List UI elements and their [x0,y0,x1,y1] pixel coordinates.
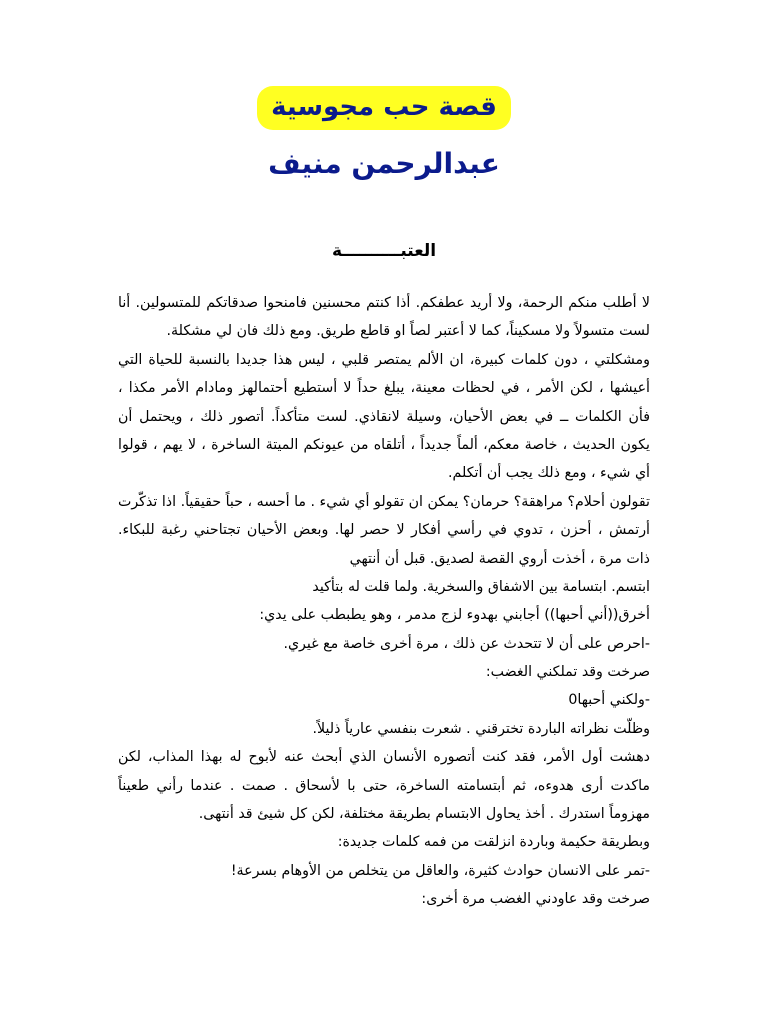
text-line: -احرص على أن لا تتحدث عن ذلك ، مرة أخرى خاصة مع غيري. [283,635,650,652]
text-line: -تمر على الانسان حوادث كثيرة، والعاقل من يتخلص من الأوهام بسرعة! [230,862,650,879]
text-line: -ولكني أحبها0 [568,692,650,709]
text-line: أرتمش ، أحزن ، تدوي في رأسي أفكار لا حصر لها. وبعض الأحيان تجتاحني رغبة للبكاء. [118,522,650,539]
section-heading: العتبــــــــــة [331,241,437,261]
text-line: ماكدت أرى هدوءه، ثم أبتسامته الساخرة، حتى با لأسحاق . صمت . عندما رأني طعيناً [118,777,650,794]
text-line: ذات مرة ، أخذت أروي القصة لصديق. قبل أن أنتهي [349,550,650,567]
text-line: وبطريقة حكيمة وباردة انزلقت من فمه كلمات جديدة: [337,834,650,851]
text-line: ابتسم. ابتسامة بين الاشفاق والسخرية. ولما قلت له بتأكيد [312,578,650,595]
story-title: قصة حب مجوسية [257,86,511,130]
text-line: لست متسولاً ولا مسكيناً، كما لا أعتبر لصاً او قاطع طريق. ومع ذلك فان لي مشكلة. [166,323,650,340]
text-line: لا أطلب منكم الرحمة، ولا أريد عطفكم. أذا كنتم محسنين فامنحوا صدقاتكم للمتسولين. أنا [118,295,650,311]
text-line: وظلّت نظراته الباردة تخترقني . شعرت بنفسي عارياً ذليلاً. [312,720,650,737]
title-container [0,86,768,130]
text-line: أخرق((أني أحبها)) أجابني بهدوء لزج مدمر ، وهو يطبطب على يدي: [259,607,650,624]
text-line: صرخت وقد عاودني الغضب مرة أخرى: [421,891,650,908]
author-name: عبدالرحمن منيف [268,147,500,180]
text-line: تقولون أحلام؟ مراهقة؟ حرمان؟ يمكن ان تقولو أي شيء . ما أحسه ، حباً حقيقياً. اذا تذكّرت [118,493,650,510]
story-body [118,289,650,914]
text-line: دهشت أول الأمر، فقد كنت أتصوره الأنسان الذي أبحث عنه لأبوح له بهذا المذاب، لكن [118,749,650,766]
text-line: مهزوماً استدرك . أخذ يحاول الابتسام بطريقة مختلفة، لكن كل شيئ قد أنتهى. [198,806,650,823]
text-line: ومشكلتي ، دون كلمات كبيرة، ان الألم يمتصر قلبي ، ليس هذا جديدا بالنسبة للحياة التي [118,351,650,368]
text-line: أي شيء ، ومع ذلك يجب أن أتكلم. [448,465,650,482]
text-line: فأن الكلمات ــ في بعض الأحيان، وسيلة لانقاذي. لست متأكداً. أتصور ذلك ، ويحتمل أن [118,408,650,425]
text-line: يكون الحديث ، خاصة معكم، ألماً جديداً ، أتلقاه من عيونكم الميتة الساخرة ، لا يهم ، قولوا [118,436,650,453]
text-line: أعيشها ، لكن الأمر ، في لحظات معينة، يبلغ حداً لا أستطيع أحتمالهز ومادام الأمر مكذا ، [118,380,650,397]
text-line: صرخت وقد تملكني الغضب: [485,664,650,681]
